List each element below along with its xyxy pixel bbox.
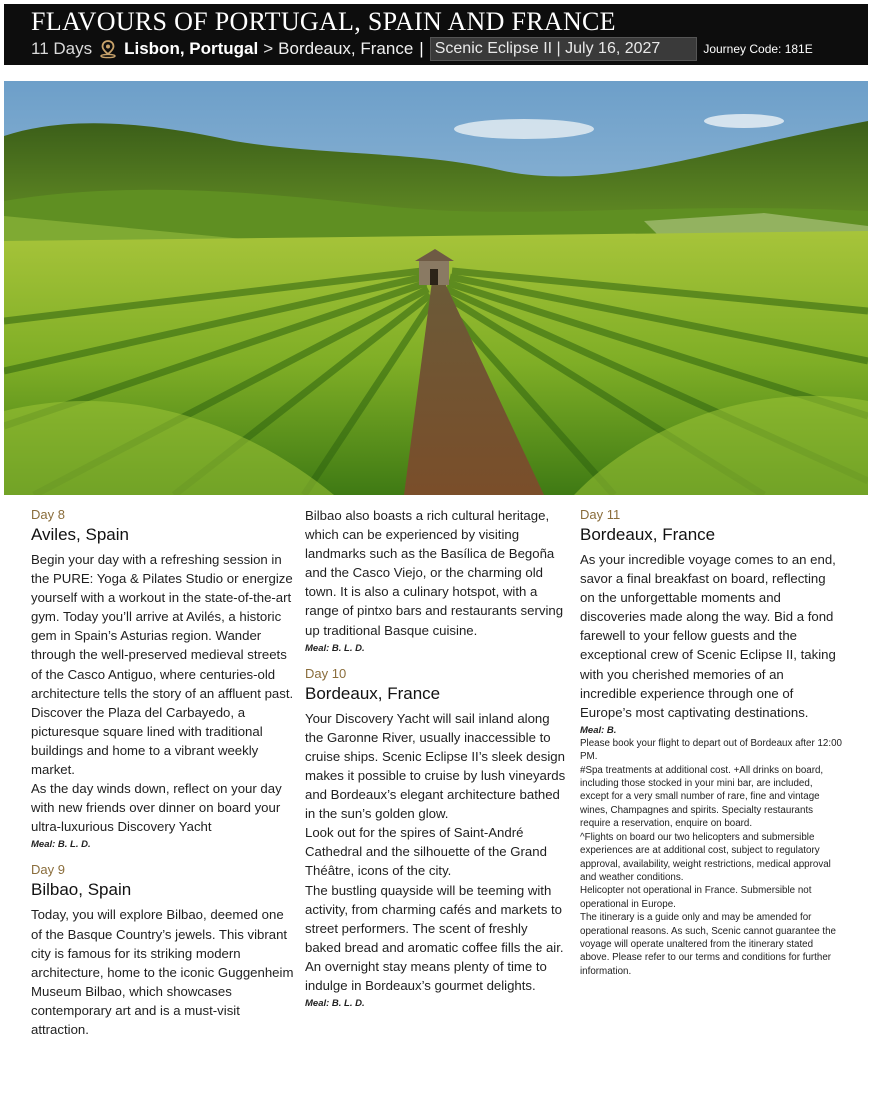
- meal-info: Meal: B.: [580, 724, 617, 736]
- day-description: Begin your day with a refreshing session in the PURE: Yoga & Pilates Studio or energize yourself with a workout in the state-of-the-art gym. Today you’ll arrive at Avilés, a historic gem in Spain’s Asturias region. Wander through the well-preserved medieval streets of the Casco Antiguo, where centuries-old architecture tells the story of an affluent past. Discover the Plaza del Carbayedo, a picturesque square lined with traditional buildings and home to a vibrant weekly market.: [31, 552, 294, 778]
- destination: Bordeaux, France: [278, 39, 414, 58]
- vineyard-hero-image: [4, 81, 868, 495]
- route-arrow: >: [263, 39, 274, 58]
- page-title: FLAVOURS OF PORTUGAL, SPAIN AND FRANCE: [31, 7, 616, 36]
- meal-info: Meal: B. L. D.: [305, 642, 365, 654]
- day-place: Aviles, Spain: [31, 525, 129, 544]
- itinerary-column-3: [580, 506, 842, 978]
- itinerary-column-2: [305, 506, 567, 1010]
- separator: |: [419, 39, 424, 58]
- day-description: The bustling quayside will be teeming with activity, from charming cafés and markets to street performers. The scent of freshly baked bread and aromatic coffee fills the air. An overnight stay means plenty of time to indulge in Bordeaux’s gourmet delights.: [305, 882, 564, 993]
- day-place: Bordeaux, France: [305, 683, 441, 703]
- footnote: Helicopter not operational in France. Submersible not operational in Europe.: [580, 885, 812, 910]
- footnote: ^Flights on board our two helicopters and submersible experiences are at additional cost, subject to regulatory approval, availability, weight restrictions, medical approval and weather conditions.: [580, 831, 831, 883]
- meal-info: Meal: B. L. D.: [31, 839, 91, 851]
- footnote: Please book your flight to depart out of Bordeaux after 12:00 PM.: [580, 737, 842, 763]
- day-description: Look out for the spires of Saint-André Cathedral and the silhouette of the Grand Théâtre, icons of the city.: [305, 825, 547, 879]
- day-place: Bilbao, Spain: [31, 880, 132, 900]
- day-description: Your Discovery Yacht will sail inland along the Garonne River, usually inaccessible to cruise ships. Scenic Eclipse II’s sleek design makes it possible to cruise by lush vineyards and Bordeaux’s elegant architecture bathed in the sun’s golden glow.: [305, 710, 566, 822]
- meal-info: Meal: B. L. D.: [305, 998, 365, 1010]
- day-description: Today, you will explore Bilbao, deemed one of the Basque Country’s jewels. This vibrant city is famous for its striking modern architecture, home to the iconic Guggenheim Museum Bilbao, which showcases contemporary art and is a must-visit attraction.: [31, 907, 294, 1037]
- day-label: Day 9: [31, 862, 65, 878]
- day-place: Bordeaux, France: [580, 525, 716, 544]
- footnote: The itinerary is a guide only and may be amended for operational reasons. As such, Scenic cannot guarantee the voyage will operate unaltered from the itinerary stated above. Please refer to our terms and conditions for further information.: [580, 912, 836, 977]
- day-label: Day 8: [31, 507, 65, 522]
- day-label: Day 11: [580, 507, 621, 522]
- journey-subline: [31, 37, 813, 61]
- map-pin-icon: [98, 39, 118, 59]
- footnote: #Spa treatments at additional cost. +All drinks on board, including those stocked in your mini bar, are included, except for a very small number of rare, fine and vintage wines, Champagnes and spirits. Specialty restaurants require a reservation, enquire on board.: [580, 764, 824, 830]
- day-description: As the day winds down, reflect on your day with new friends over dinner on board your ultra-luxurious Discovery Yacht: [31, 781, 282, 835]
- header-bar: [4, 4, 868, 65]
- ship-date-field[interactable]: Scenic Eclipse II | July 16, 2027: [430, 37, 698, 61]
- itinerary-column-1: [31, 506, 295, 1039]
- duration: 11 Days: [31, 39, 93, 58]
- day-description: Bilbao also boasts a rich cultural heritage, which can be experienced by visiting landmarks such as the Basílica de Begoña and the Casco Viejo, or the charming old town. It is also a culinary hotspot, with a range of pintxo bars and restaurants serving up traditional Basque cuisine.: [305, 508, 564, 638]
- day-description: As your incredible voyage comes to an end, savor a final breakfast on board, reflecting on the unforgettable moments and discoveries made along the way. Bid a fond farewell to your fellow guests and the exceptional crew of Scenic Eclipse II, taking with you cherished memories of an incredible experience through one of Europe’s most captivating destinations.: [580, 552, 836, 720]
- origin: Lisbon, Portugal: [124, 39, 259, 58]
- journey-code: Journey Code: 181E: [703, 42, 813, 56]
- day-label: Day 10: [305, 665, 347, 681]
